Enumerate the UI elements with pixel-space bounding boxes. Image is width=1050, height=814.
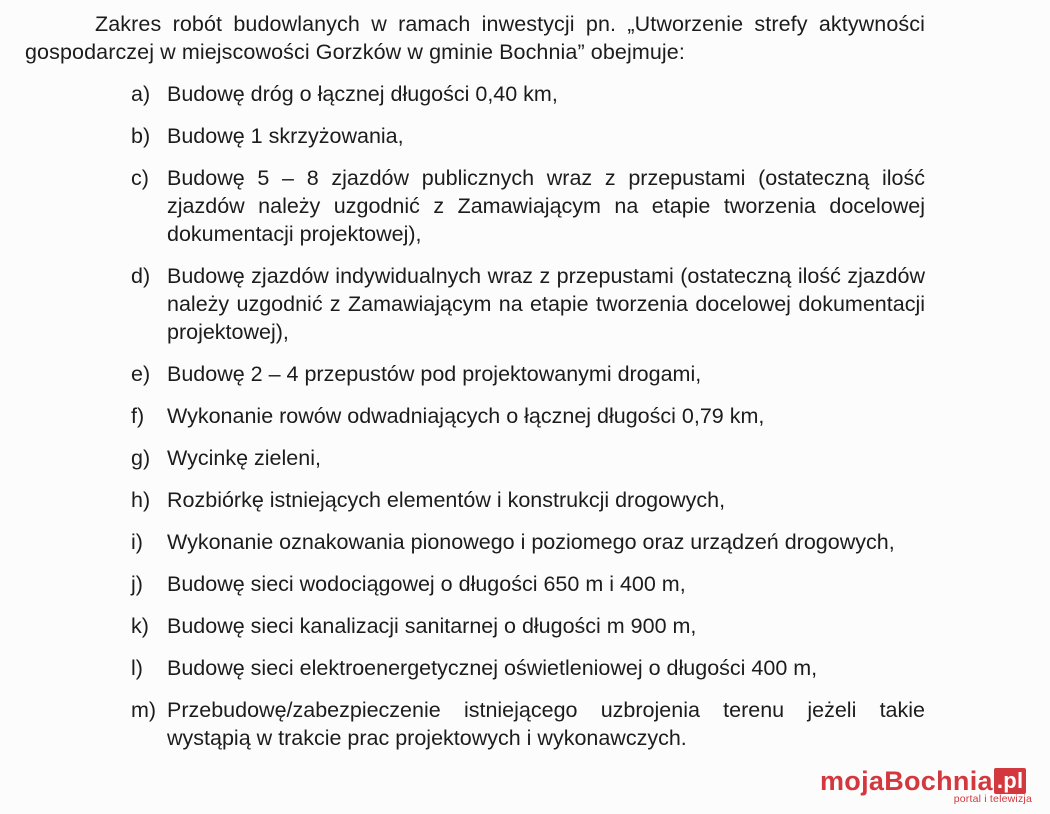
list-item xyxy=(131,612,925,640)
list-marker: h) xyxy=(131,488,151,512)
watermark-name xyxy=(820,766,1026,796)
list-item xyxy=(131,262,925,346)
watermark-tld: .pl xyxy=(994,768,1027,794)
list-item-text: Budowę sieci wodociągowej o długości 650 m i 400 m, xyxy=(167,572,686,596)
list-item-text: Budowę 2 – 4 przepustów pod projektowanymi drogami, xyxy=(167,362,702,386)
list-marker: e) xyxy=(131,362,151,386)
list-marker: f) xyxy=(131,404,145,428)
list-item-text: Budowę 5 – 8 zjazdów publicznych wraz z przepustami (ostateczną ilość zjazdów należy uzgodnić z Zamawiającym na etapie tworzenia docelowej dokumentacji projektowej), xyxy=(167,166,925,246)
watermark-tagline: portal i telewizja xyxy=(953,793,1032,805)
list-item-text: Przebudowę/zabezpieczenie istniejącego uzbrojenia terenu jeżeli takie wystąpią w trakcie prac projektowych i wykonawczych. xyxy=(167,698,925,750)
list-item xyxy=(131,402,925,430)
list-item-text: Budowę sieci kanalizacji sanitarnej o długości m 900 m, xyxy=(167,614,697,638)
list-item-text: Wykonanie rowów odwadniających o łącznej długości 0,79 km, xyxy=(167,404,765,428)
list-item-text: Budowę sieci elektroenergetycznej oświetleniowej o długości 400 m, xyxy=(167,656,818,680)
list-item xyxy=(131,164,925,248)
list-item xyxy=(131,80,925,108)
list-item-text: Budowę 1 skrzyżowania, xyxy=(167,124,404,148)
list-marker: k) xyxy=(131,614,149,638)
list-marker: c) xyxy=(131,166,149,190)
list-marker: m) xyxy=(131,698,157,722)
list-item xyxy=(131,486,925,514)
watermark-logo xyxy=(820,766,1038,806)
list-marker: a) xyxy=(131,82,151,106)
list-item xyxy=(131,570,925,598)
list-marker: l) xyxy=(131,656,143,680)
intro-paragraph: Zakres robót budowlanych w ramach inwestycji pn. „Utworzenie strefy aktywności gospodarczej w miejscowości Gorzków w gminie Bochnia” obejmuje: xyxy=(25,12,925,64)
list-marker: b) xyxy=(131,124,151,148)
list-marker: i) xyxy=(131,530,143,554)
list-item-text: Wykonanie oznakowania pionowego i poziomego oraz urządzeń drogowych, xyxy=(167,530,895,554)
list-item-text: Budowę zjazdów indywidualnych wraz z przepustami (ostateczną ilość zjazdów należy uzgodnić z Zamawiającym na etapie tworzenia docelowej dokumentacji projektowej), xyxy=(167,264,925,344)
watermark-brand: mojaBochnia xyxy=(820,766,993,796)
list-marker: j) xyxy=(131,572,143,596)
list-item xyxy=(131,696,925,752)
list-item xyxy=(131,360,925,388)
list-item-text: Rozbiórkę istniejących elementów i konstrukcji drogowych, xyxy=(167,488,726,512)
list-item xyxy=(131,444,925,472)
list-marker: d) xyxy=(131,264,151,288)
list-item xyxy=(131,122,925,150)
list-item-text: Wycinkę zieleni, xyxy=(167,446,321,470)
scope-list xyxy=(131,80,925,766)
list-item xyxy=(131,654,925,682)
list-marker: g) xyxy=(131,446,151,470)
list-item xyxy=(131,528,925,556)
list-item-text: Budowę dróg o łącznej długości 0,40 km, xyxy=(167,82,558,106)
